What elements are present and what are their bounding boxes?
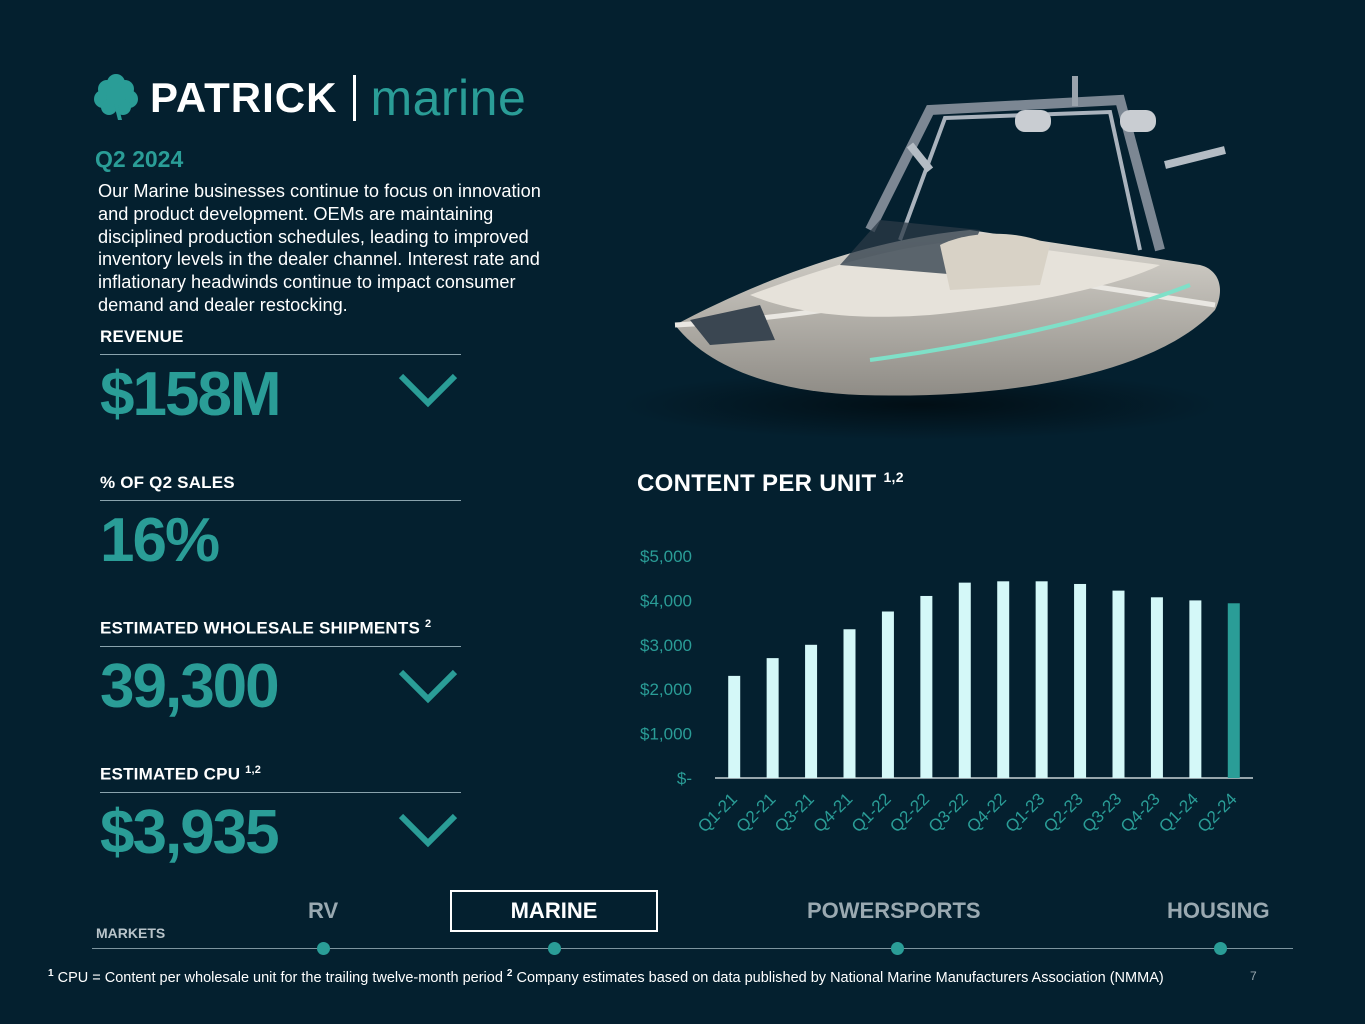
tab-housing[interactable]: HOUSING: [1167, 898, 1270, 923]
markets-label: MARKETS: [96, 925, 166, 941]
bar-q1-23: [1036, 581, 1048, 778]
brand-name: PATRICK: [150, 74, 338, 121]
footnote: $^1$ CPU = Content per wholesale unit for the trailing twelve-month period $^2$ Company estimates based on data published by National Marine Manufacturers Association (NMMA): [48, 968, 1164, 986]
y-tick-label: $2,000: [640, 680, 692, 700]
bar-q1-24: [1189, 600, 1201, 778]
x-tick-label: Q3-23: [1078, 789, 1126, 837]
intro-paragraph: Our Marine businesses continue to focus on innovation and product development. OEMs are maintaining disciplined production schedules, leading to improved inventory levels in the dealer channel. Interest rate and inflationary headwinds continue to impact consumer demand and dealer restocking.: [98, 181, 541, 315]
bar-q3-21: [805, 645, 817, 778]
market-dot-powersports[interactable]: [891, 942, 904, 955]
metric-divider: [100, 646, 461, 647]
y-tick-label: $1,000: [640, 724, 692, 744]
bar-q1-22: [882, 612, 894, 779]
bar-q3-23: [1113, 591, 1125, 778]
x-tick-label: Q4-23: [1116, 789, 1164, 837]
x-tick-label: Q4-22: [963, 789, 1011, 837]
metric-label: ESTIMATED WHOLESALE SHIPMENTS $^2$: [100, 618, 432, 638]
bar-q4-23: [1151, 597, 1163, 778]
chevron-down-icon: [398, 810, 458, 850]
metric-divider: [100, 354, 461, 355]
bar-q3-22: [959, 583, 971, 778]
x-tick-label: Q1-21: [694, 789, 742, 837]
bar-q1-21: [728, 676, 740, 778]
x-tick-label: Q2-21: [732, 789, 780, 837]
metric-value: 39,300: [100, 651, 278, 721]
x-tick-label: Q1-23: [1001, 789, 1049, 837]
chart-title: CONTENT PER UNIT $^{1,2}$: [637, 469, 904, 497]
metric-label: % OF Q2 SALES: [100, 473, 235, 492]
chevron-down-icon: [398, 370, 458, 410]
metric-value: $158M: [100, 360, 280, 429]
content-per-unit-chart: [620, 530, 1270, 860]
bar-q2-23: [1074, 584, 1086, 778]
page-number: 7: [1250, 969, 1257, 983]
market-dot-marine[interactable]: [548, 942, 561, 955]
bar-q2-22: [920, 596, 932, 778]
x-tick-label: Q1-22: [847, 789, 895, 837]
metric-label: ESTIMATED CPU $^{1,2}$: [100, 764, 262, 784]
logo-divider: [353, 75, 356, 121]
metric-label: REVENUE: [100, 327, 184, 346]
metric-share-of-sales: [100, 473, 461, 576]
y-tick-label: $-: [676, 769, 692, 788]
bar-q2-24: [1228, 603, 1240, 778]
x-tick-label: Q3-22: [924, 789, 972, 837]
bar-q4-21: [844, 629, 856, 778]
metric-divider: [100, 500, 461, 501]
market-dot-rv[interactable]: [317, 942, 330, 955]
market-dot-housing[interactable]: [1214, 942, 1227, 955]
metric-value: 16%: [100, 506, 219, 575]
x-tick-label: Q2-24: [1193, 789, 1241, 837]
chevron-down-icon: [398, 666, 458, 706]
markets-timeline: [92, 948, 1293, 949]
patrick-marine-logo: [92, 72, 526, 124]
shamrock-icon: [92, 74, 140, 122]
x-tick-label: Q3-21: [771, 789, 818, 837]
bar-q2-21: [767, 658, 779, 778]
tab-rv[interactable]: RV: [308, 898, 339, 923]
metric-divider: [100, 792, 461, 793]
y-tick-label: $4,000: [640, 591, 692, 611]
x-tick-label: Q1-24: [1155, 789, 1203, 837]
division-name: marine: [370, 70, 527, 126]
wake-boat-image: [600, 70, 1260, 450]
x-tick-label: Q2-23: [1040, 789, 1087, 837]
x-tick-label: Q2-22: [886, 789, 934, 837]
bar-q4-22: [997, 581, 1009, 778]
quarter-heading: Q2 2024: [95, 146, 184, 172]
y-tick-label: $3,000: [640, 635, 692, 655]
tab-powersports[interactable]: POWERSPORTS: [807, 898, 981, 923]
tab-marine[interactable]: MARINE: [450, 890, 658, 932]
x-tick-label: Q4-21: [809, 789, 857, 837]
y-tick-label: $5,000: [640, 547, 692, 566]
metric-value: $3,935: [100, 797, 278, 867]
